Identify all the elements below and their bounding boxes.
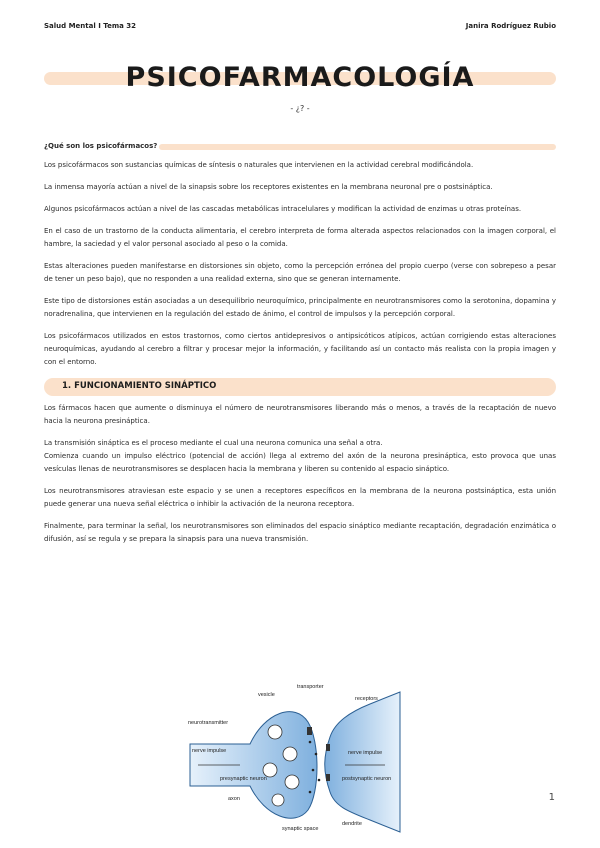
label-neurotransmitter: neurotransmitter [188, 720, 229, 726]
label-receptors: receptors [355, 696, 378, 702]
heading-highlight [159, 144, 556, 150]
document-body [44, 140, 556, 555]
section-heading: 1. FUNCIONAMIENTO SINÁPTICO [44, 378, 556, 396]
section-paragraph: Los neurotransmisores atraviesan este espacio y se unen a receptores específicos en la membrana de la neurona postsináptica, esta unión puede generar una nueva señal eléctrica o inhibir la activación de la neurona receptora. [44, 487, 556, 508]
page-header [44, 22, 556, 30]
intro-paragraph: Los psicofármacos son sustancias químicas de síntesis o naturales que intervienen en la actividad cerebral modificándola. [44, 161, 474, 169]
label-transporter: transporter [297, 684, 324, 690]
intro-paragraph: Algunos psicofármacos actúan a nivel de las cascadas metabólicas intracelulares y modifican la actividad de enzimas u otras proteínas. [44, 205, 522, 213]
section-paragraph: Los fármacos hacen que aumente o disminuya el número de neurotransmisores liberando más o menos, a través de la recaptación de nuevo hacia la neurona presináptica. [44, 404, 556, 425]
label-nerve-impulse-right: nerve impulse [348, 750, 383, 756]
section-paragraph: La transmisión sináptica es el proceso mediante el cual una neurona comunica una señal a otra. [44, 439, 383, 447]
intro-paragraph: Estas alteraciones pueden manifestarse en distorsiones sin objeto, como la percepción errónea del propio cuerpo (verse con sobrepeso a pesar de tener un peso bajo), que no responden a una realidad externa, sino que se generan internamente. [44, 262, 556, 283]
label-postsynaptic: postsynaptic neuron [342, 776, 392, 782]
header-right: Janira Rodríguez Rubio [465, 22, 556, 30]
section-paragraph: Finalmente, para terminar la señal, los neurotransmisores son eliminados del espacio sináptico mediante recaptación, degradación enzimática o difusión, así se regula y se prepara la sinapsis para una nueva transmisión. [44, 522, 556, 543]
label-synaptic-space: synaptic space [282, 826, 319, 832]
label-axon: axon [228, 796, 240, 802]
page-title: PSICOFARMACOLOGÍA [125, 62, 475, 93]
label-dendrite: dendrite [342, 821, 362, 827]
section-paragraph: Comienza cuando un impulso eléctrico (potencial de acción) llega al extremo del axón de la neurona presináptica, esto provoca que unas vesículas llenas de neurotransmisores se desplacen hacia la membrana y liberen su contenido al espacio sináptico. [44, 452, 556, 473]
intro-paragraph: La inmensa mayoría actúan a nivel de la sinapsis sobre los receptores existentes en la membrana neuronal pre o postsináptica. [44, 183, 493, 191]
label-presynaptic: presynaptic neuron [220, 776, 267, 782]
page-number: 1 [548, 792, 555, 803]
page-subtitle: - ¿? - [290, 104, 310, 113]
intro-paragraph: Los psicofármacos utilizados en estos trastornos, como ciertos antidepresivos o antipsicóticos atípicos, actúan corrigiendo estas alteraciones neuroquímicas, ayudando al cerebro a filtrar y procesar mejor la información, y facilitando así un contacto más realista con la propia imagen y con el entorno. [44, 332, 556, 366]
synapse-diagram [180, 682, 410, 842]
header-left: Salud Mental I Tema 32 [44, 22, 137, 30]
intro-paragraph: En el caso de un trastorno de la conducta alimentaria, el cerebro interpreta de forma alterada aspectos relacionados con la imagen corporal, el hambre, la saciedad y el valor personal asociado al peso o la comida. [44, 227, 556, 248]
label-vesicle: vesicle [258, 692, 275, 698]
intro-paragraph: Este tipo de distorsiones están asociadas a un desequilibrio neuroquímico, principalmente en neurotransmisores como la serotonina, dopamina y noradrenalina, que intervienen en la regulación del estado de ánimo, el control de impulsos y la percepción corporal. [44, 297, 556, 318]
label-nerve-impulse-left: nerve impulse [192, 748, 227, 754]
synapse-illustration [180, 682, 410, 842]
question-heading: ¿Qué son los psicofármacos? [44, 140, 556, 153]
